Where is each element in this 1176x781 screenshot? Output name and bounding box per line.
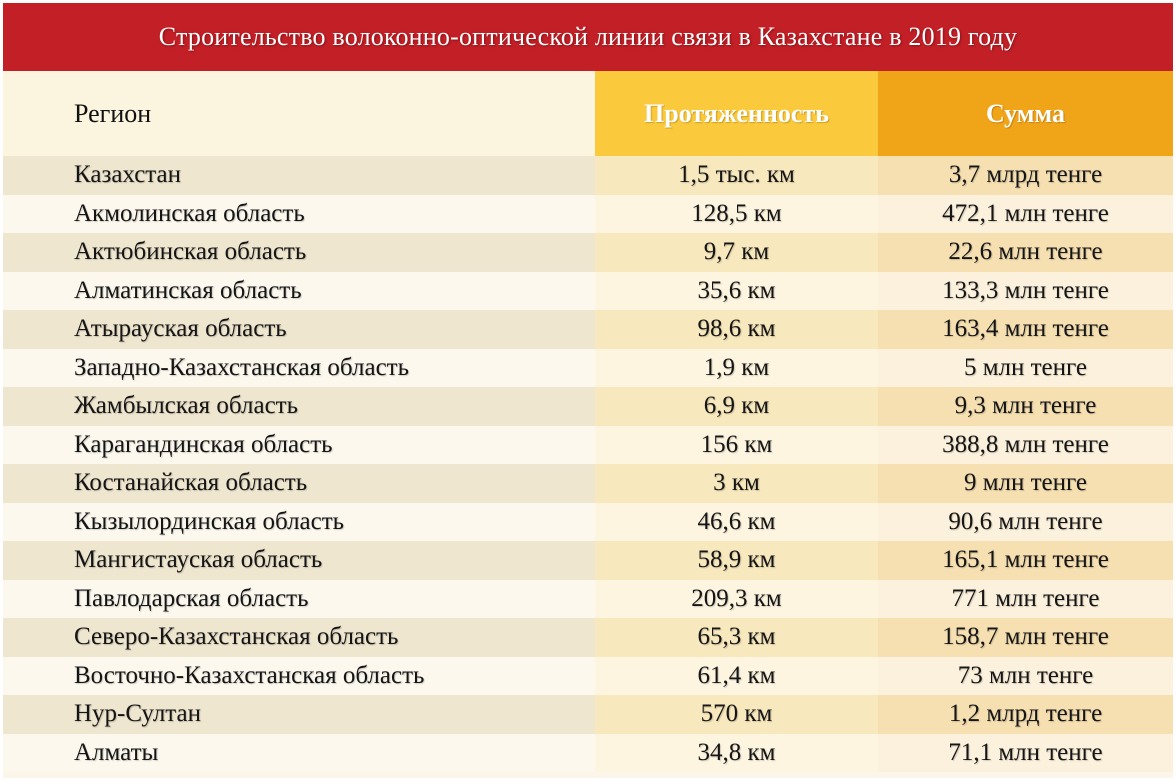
cell-length: 34,8 км: [595, 734, 878, 773]
cell-sum: 158,7 млн тенге: [878, 618, 1173, 657]
cell-length: 35,6 км: [595, 272, 878, 311]
column-header-sum: Сумма: [878, 71, 1173, 156]
table-row: [3, 387, 1173, 426]
table-row: [3, 541, 1173, 580]
cell-length: 1,5 тыс. км: [595, 156, 878, 195]
cell-region: Костанайская область: [74, 469, 308, 497]
cell-region: Алматы: [74, 738, 159, 766]
column-header-region: Регион: [74, 98, 152, 128]
cell-length: 156 км: [595, 426, 878, 465]
cell-sum: 165,1 млн тенге: [878, 541, 1173, 580]
table-row: [3, 503, 1173, 542]
cell-length: 61,4 км: [595, 657, 878, 696]
cell-length: 128,5 км: [595, 195, 878, 234]
cell-sum: 9,3 млн тенге: [878, 387, 1173, 426]
cell-region: Акмолинская область: [74, 199, 305, 227]
cell-region: Северо-Казахстанская область: [74, 623, 399, 651]
cell-region: Атырауская область: [74, 315, 287, 343]
cell-sum: 133,3 млн тенге: [878, 272, 1173, 311]
cell-sum: 90,6 млн тенге: [878, 503, 1173, 542]
table-header: [3, 71, 1173, 156]
table-row: [3, 233, 1173, 272]
infographic-table: [3, 3, 1173, 778]
cell-length: 6,9 км: [595, 387, 878, 426]
cell-length: 9,7 км: [595, 233, 878, 272]
cell-length: 209,3 км: [595, 580, 878, 619]
cell-sum: 73 млн тенге: [878, 657, 1173, 696]
cell-region: Казахстан: [74, 161, 181, 189]
table-row: [3, 618, 1173, 657]
table-row: [3, 272, 1173, 311]
cell-sum: 771 млн тенге: [878, 580, 1173, 619]
table-row: [3, 657, 1173, 696]
cell-length: 3 км: [595, 464, 878, 503]
cell-length: 46,6 км: [595, 503, 878, 542]
cell-length: 58,9 км: [595, 541, 878, 580]
table-row: [3, 156, 1173, 195]
cell-length: 1,9 км: [595, 349, 878, 388]
cell-region: Актюбинская область: [74, 238, 307, 266]
table-row: [3, 695, 1173, 734]
title-bar: [3, 3, 1173, 71]
cell-region: Восточно-Казахстанская область: [74, 661, 425, 689]
cell-sum: 388,8 млн тенге: [878, 426, 1173, 465]
table-row: [3, 464, 1173, 503]
cell-region: Кызылординская область: [74, 507, 345, 535]
table-body: [3, 156, 1173, 772]
cell-sum: 472,1 млн тенге: [878, 195, 1173, 234]
table-row: [3, 310, 1173, 349]
cell-region: Карагандинская область: [74, 430, 333, 458]
cell-sum: 5 млн тенге: [878, 349, 1173, 388]
cell-sum: 9 млн тенге: [878, 464, 1173, 503]
column-header-length: Протяженность: [595, 71, 878, 156]
cell-sum: 22,6 млн тенге: [878, 233, 1173, 272]
cell-sum: 71,1 млн тенге: [878, 734, 1173, 773]
cell-region: Павлодарская область: [74, 584, 309, 612]
table-row: [3, 426, 1173, 465]
page-title: Строительство волоконно-оптической линии связи в Казахстане в 2019 году: [158, 22, 1018, 51]
cell-region: Мангистауская область: [74, 546, 323, 574]
table-row: [3, 195, 1173, 234]
cell-length: 98,6 км: [595, 310, 878, 349]
table-row: [3, 734, 1173, 773]
cell-sum: 1,2 млрд тенге: [878, 695, 1173, 734]
cell-region: Западно-Казахстанская область: [74, 353, 409, 381]
cell-region: Алматинская область: [74, 276, 302, 304]
cell-length: 570 км: [595, 695, 878, 734]
cell-sum: 163,4 млн тенге: [878, 310, 1173, 349]
cell-region: Жамбылская область: [74, 392, 298, 420]
cell-sum: 3,7 млрд тенге: [878, 156, 1173, 195]
table-row: [3, 580, 1173, 619]
cell-region: Нур-Султан: [74, 700, 202, 728]
cell-length: 65,3 км: [595, 618, 878, 657]
table-row: [3, 349, 1173, 388]
